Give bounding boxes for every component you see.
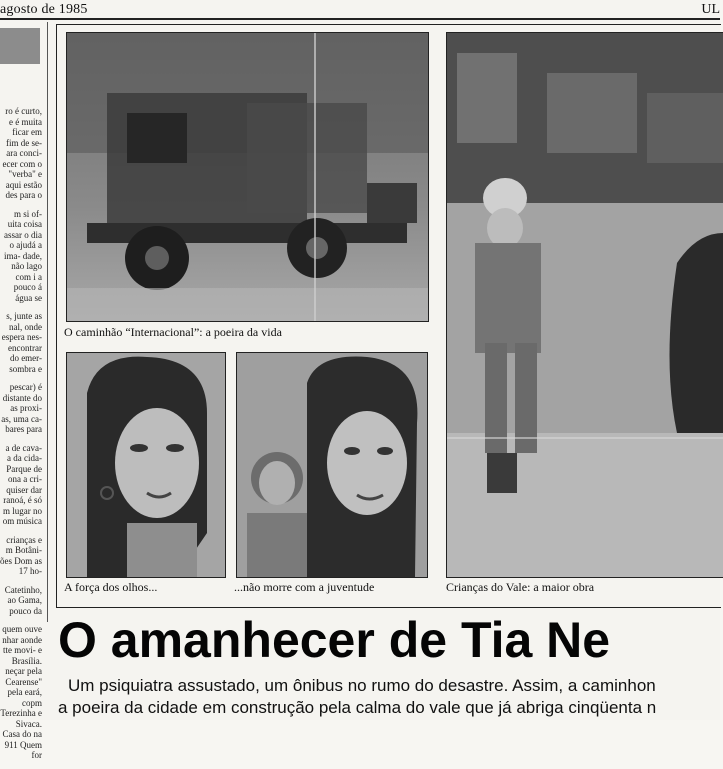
left-paragraph: m si of- uita coisa assar o dia o ajudá a ima- dade, não lago com i a pouco á água se	[4, 208, 42, 303]
article-headline: O amanhecer de Tia Ne	[58, 612, 611, 668]
left-column-text	[0, 106, 42, 769]
truck-photo-caption: O caminhão “Internacional”: a poeira da vida	[64, 325, 282, 339]
woman-left-photo	[66, 352, 226, 578]
left-paragraph: crianças e m Botâni- ões Dom as 17 ho-	[0, 534, 42, 576]
left-paragraph: pescar) é distante do as proxi- as, uma ca- bares para	[1, 382, 42, 434]
header-date: agosto de 1985	[0, 2, 88, 17]
left-paragraph: s, junte as nal, onde espera nes- encontrar do emer- sombra e	[1, 311, 42, 374]
children-photo-caption: Crianças do Vale: a maior obra	[446, 580, 595, 594]
article-subline-1: Um psiquiatra assustado, um ônibus no rumo do desastre. Assim, a caminhon	[68, 676, 656, 695]
article-subline-2: a poeira da cidade em construção pela calma do vale que já abriga cinqüenta n	[58, 698, 657, 717]
gray-box	[0, 28, 40, 64]
left-paragraph: ro é curto, e é muita ficar em fim de se- ara conci- ecer com o "verba" e aqui estão des para o	[2, 106, 42, 200]
left-paragraph: quem ouve nhar aonde tte movi- e Brasília. neçar pela Cearense" pela eará, copm Terezinha e Sivaca. Casa do na 911 Quem for	[0, 624, 42, 760]
woman-right-photo	[236, 352, 428, 578]
children-photo	[446, 32, 723, 578]
column-rule	[47, 22, 48, 622]
left-paragraph: Catetinho, ao Gama, pouco da	[4, 584, 42, 616]
truck-photo	[66, 32, 429, 322]
woman-right-caption: ...não morre com a juventude	[234, 580, 375, 594]
header-page-label: UL	[701, 2, 720, 17]
left-paragraph: a de cava- a da cida- Parque de ona a cri- quiser dar ranoá, é só m lugar no om música	[2, 442, 42, 526]
woman-left-caption: A força dos olhos...	[64, 580, 158, 594]
header-rule	[0, 18, 720, 20]
left-text-column	[0, 26, 44, 760]
